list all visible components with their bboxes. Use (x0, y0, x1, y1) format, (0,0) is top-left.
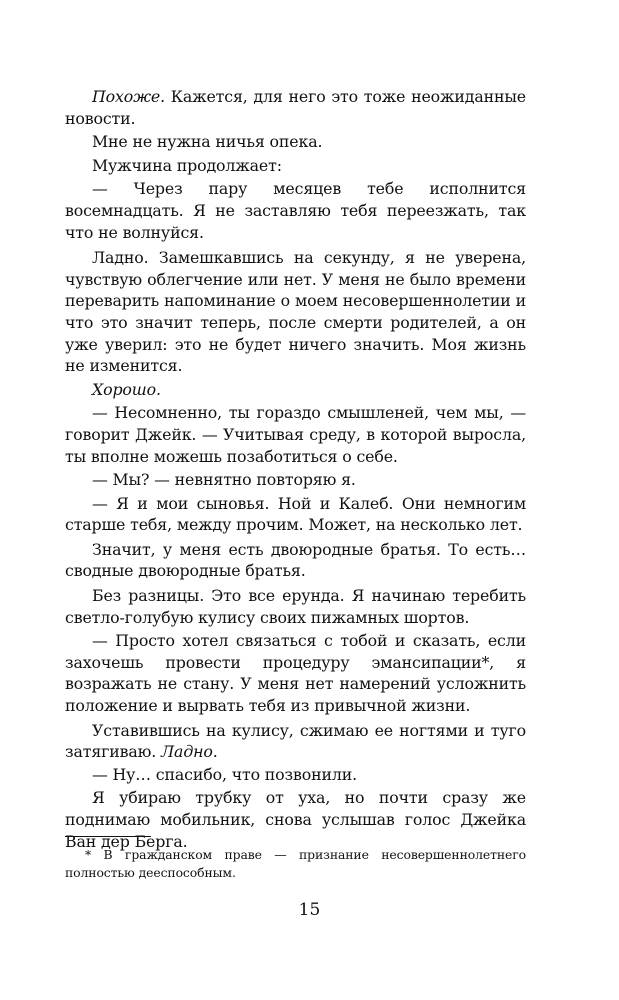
page-number: 15 (298, 900, 321, 920)
body-text (65, 86, 526, 852)
paragraph-4: — Через пару месяцев тебе исполнится восемнадцать. Я не заставляю тебя переезжать, так что не волнуйся. (65, 179, 526, 242)
footnote-text: * В гражданском праве — признание несовершеннолетнего полностью дееспособным. (65, 847, 526, 880)
footnote (65, 846, 526, 882)
paragraph-7: — Несомненно, ты гораздо смышленей, чем мы, — говорит Джейк. — Учитывая среду, в которой выросла, ты вполне можешь позаботиться о себе. (65, 403, 526, 466)
italic-tail: Ладно. (161, 742, 218, 762)
paragraph-3: Мужчина продолжает: (92, 155, 282, 175)
paragraph-15: Я убираю трубку от уха, но почти сразу же поднимаю мобильник, снова услышав голос Джейка Ван дер Берга. (65, 788, 526, 851)
paragraph-9: — Я и мои сыновья. Ной и Калеб. Они немногим старше тебя, между прочим. Может, на несколько лет. (65, 493, 526, 535)
italic-lead: Хорошо. (92, 379, 161, 399)
paragraph-2: Мне не нужна ничья опека. (92, 132, 323, 152)
paragraph-13: Уставившись на кулису, сжимаю ее ногтями и туго затягиваю. Ладно. (65, 720, 526, 762)
paragraph-14: — Ну… спасибо, что позвонили. (92, 764, 358, 784)
footnote-divider (65, 836, 151, 837)
paragraph-10: Значит, у меня есть двоюродные братья. То есть… сводные двоюродные братья. (65, 539, 526, 581)
paragraph-12: — Просто хотел связаться с тобой и сказать, если захочешь провести процедуру эмансипации*, я возражать не стану. У меня нет намерений усложнить положение и вырвать тебя из привычной жизни. (65, 631, 526, 716)
italic-lead: Похоже. (92, 87, 165, 106)
paragraph-8: — Мы? — невнятно повторяю я. (92, 470, 356, 490)
paragraph-1: Похоже. Кажется, для него это тоже неожиданные новости. (65, 87, 526, 128)
paragraph-11: Без разницы. Это все ерунда. Я начинаю теребить светло-голубую кулису своих пижамных шортов. (65, 586, 526, 627)
paragraph-6 (65, 379, 526, 401)
paragraph-5: Ладно. Замешкавшись на секунду, я не уверена, чувствую облегчение или нет. У меня не было времени переварить напоминание о моем несовершеннолетии и что это значит теперь, после смерти родителей, а он уже уверил: это не будет ничего значить. Моя жизнь не изменится. (65, 248, 526, 376)
